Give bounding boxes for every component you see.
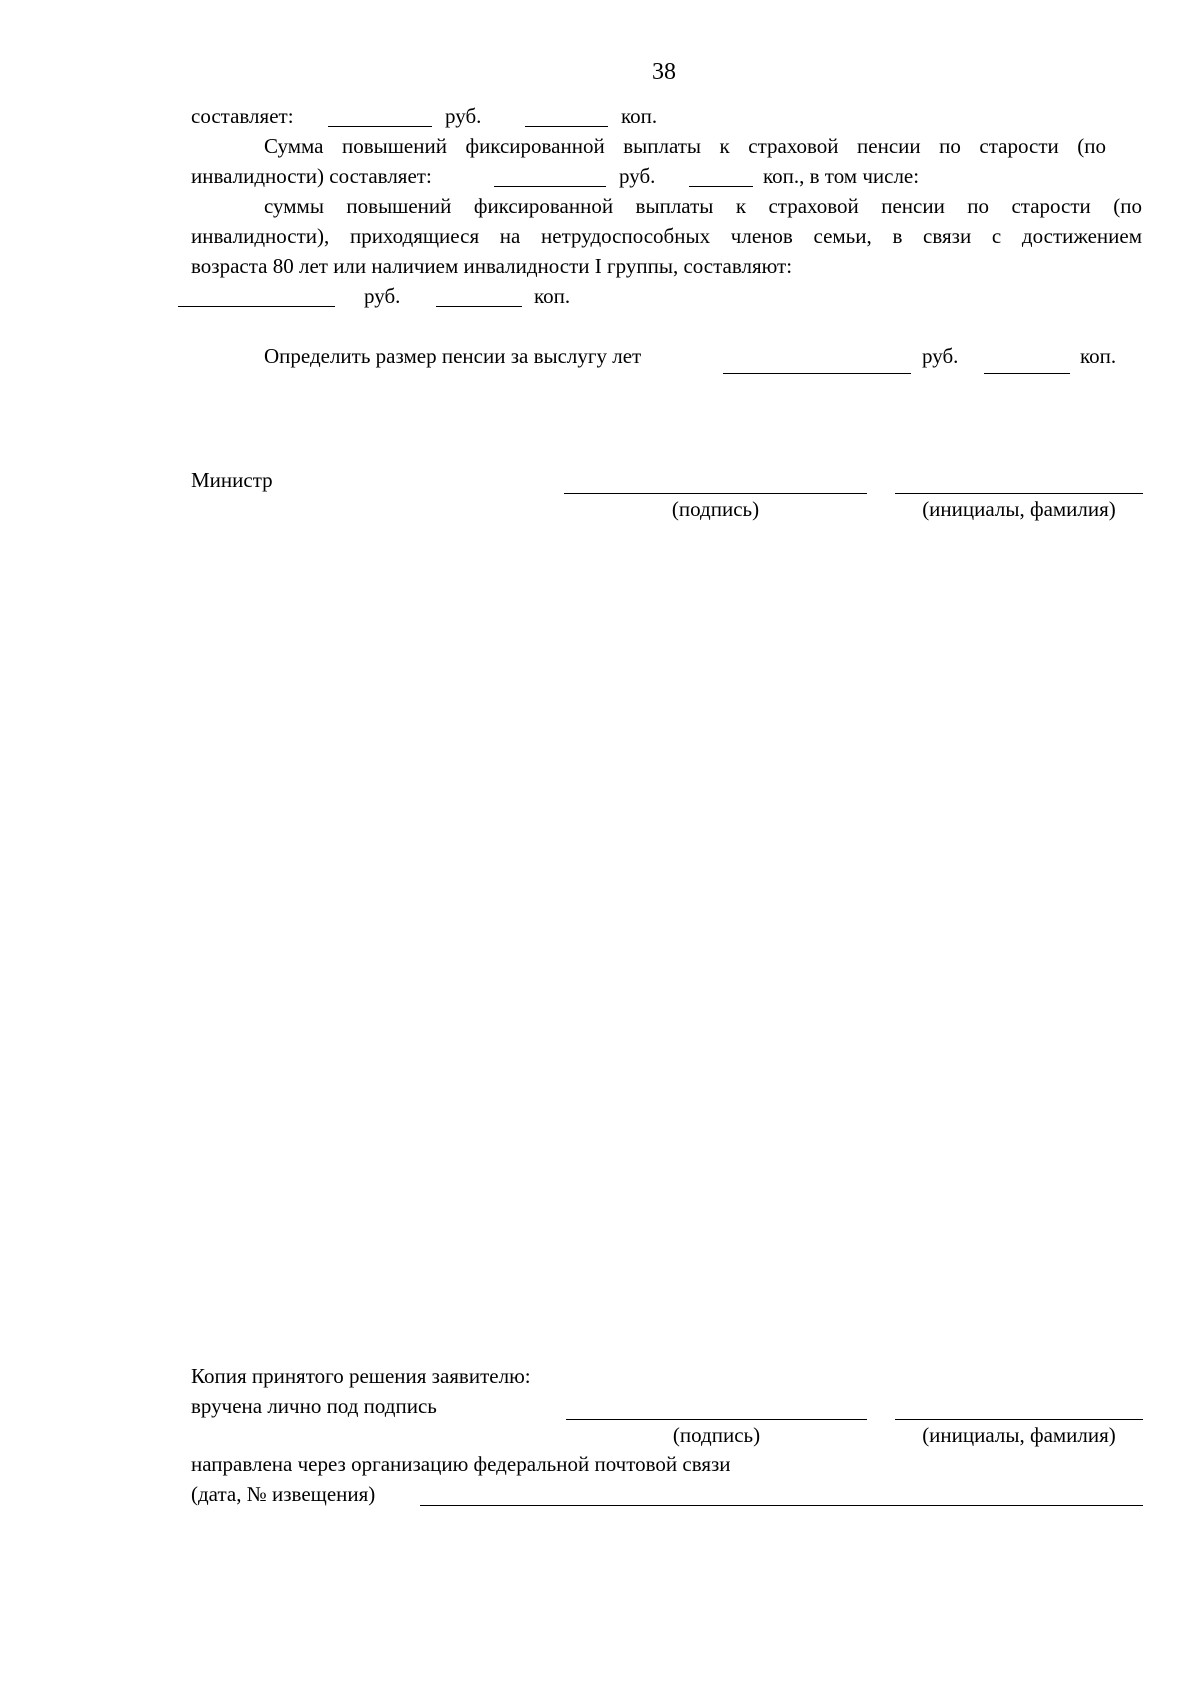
service-years-rub-field[interactable] <box>723 373 911 374</box>
minister-signature-caption: (подпись) <box>671 497 760 521</box>
minister-signature-field[interactable] <box>564 493 867 494</box>
total-amount-kop-label: коп. <box>621 104 658 128</box>
copy-handed-label: вручена лично под подпись <box>191 1394 437 1418</box>
service-years-kop-field[interactable] <box>984 373 1070 374</box>
members-rub-label: руб. <box>364 284 401 308</box>
minister-name-caption: (инициалы, фамилия) <box>922 497 1116 521</box>
page-number: 38 <box>652 59 676 85</box>
copy-name-field[interactable] <box>895 1419 1143 1420</box>
service-years-label: Определить размер пенсии за выслугу лет <box>264 344 642 368</box>
members-paragraph-line3: возраста 80 лет или наличием инвалидности I группы, составляют: <box>191 254 793 278</box>
total-amount-label: составляет: <box>191 104 294 128</box>
copy-notice-label: (дата, № извещения) <box>191 1482 376 1506</box>
total-amount-kop-field[interactable] <box>525 126 608 127</box>
increase-paragraph-line1: Сумма повышений фиксированной выплаты к страховой пенсии по старости (по <box>264 134 1106 158</box>
members-kop-field[interactable] <box>436 306 522 307</box>
minister-name-field[interactable] <box>895 493 1143 494</box>
service-years-rub-label: руб. <box>922 344 959 368</box>
copy-signature-caption: (подпись) <box>672 1423 761 1447</box>
members-paragraph-line2: инвалидности), приходящиеся на нетрудоспособных членов семьи, в связи с достижением <box>191 224 1142 248</box>
increase-paragraph-line2: инвалидности) составляет: <box>191 164 432 188</box>
service-years-kop-label: коп. <box>1080 344 1117 368</box>
members-paragraph-line1: суммы повышений фиксированной выплаты к страховой пенсии по старости (по <box>264 194 1142 218</box>
minister-title: Министр <box>191 468 273 492</box>
copy-name-caption: (инициалы, фамилия) <box>922 1423 1116 1447</box>
copy-notice-field[interactable] <box>420 1505 1143 1506</box>
total-amount-rub-label: руб. <box>445 104 482 128</box>
increase-kop-field[interactable] <box>689 186 753 187</box>
members-rub-field[interactable] <box>178 306 335 307</box>
copy-mail-label: направлена через организацию федеральной почтовой связи <box>191 1452 731 1476</box>
increase-rub-label: руб. <box>619 164 656 188</box>
increase-kop-label: коп., в том числе: <box>763 164 920 188</box>
members-kop-label: коп. <box>534 284 571 308</box>
total-amount-rub-field[interactable] <box>328 126 432 127</box>
copy-heading: Копия принятого решения заявителю: <box>191 1364 531 1388</box>
increase-rub-field[interactable] <box>494 186 606 187</box>
copy-signature-field[interactable] <box>566 1419 867 1420</box>
